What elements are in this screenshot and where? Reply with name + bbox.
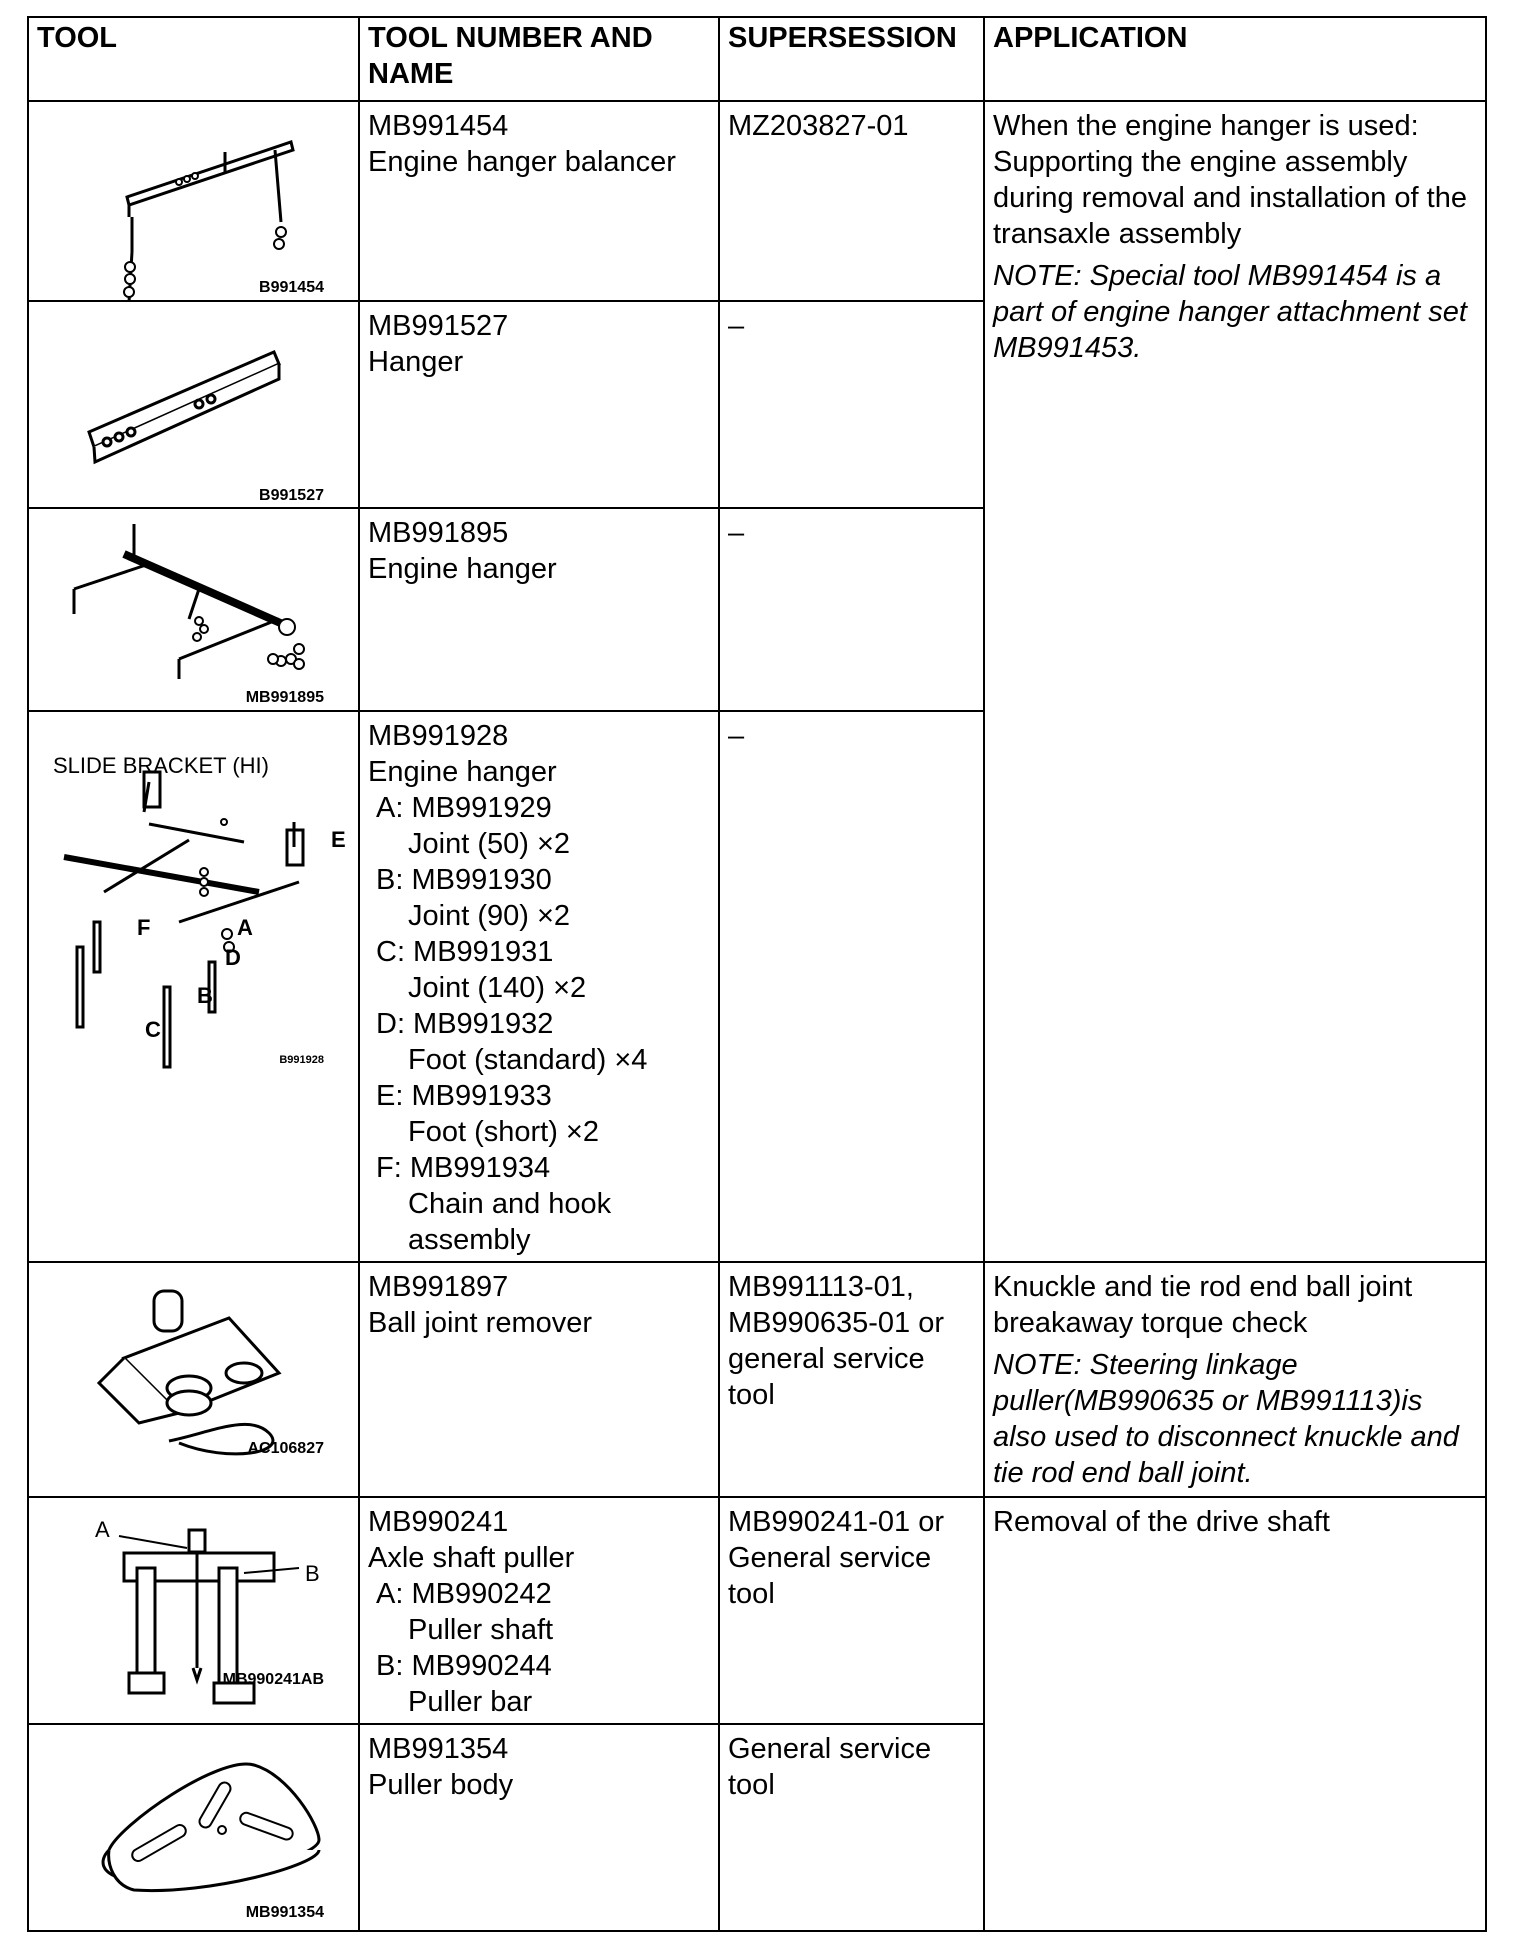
tool-number-name-cell [359,1497,719,1724]
table-row [28,101,1486,301]
table-row [28,1497,1486,1724]
callout-b-label: B [197,983,213,1008]
part-code: A: MB991929 [376,792,552,824]
application-text: When the engine hanger is used: Supporting the engine assembly during removal and installation of the transaxle assembly [993,110,1467,250]
tool-image-cell [28,711,359,1262]
tool-image-cell [28,1497,359,1724]
part-code: B: MB991930 [376,864,552,896]
part-desc: Joint (90) ×2 [408,900,571,932]
tool-image-cell [28,508,359,711]
application-cell [984,1497,1486,1931]
image-code-label: B991454 [259,279,324,296]
part-desc: Chain and hook assembly [408,1188,612,1256]
part-desc: Joint (50) ×2 [408,828,571,860]
part-desc: Puller shaft [408,1614,554,1646]
tool-name: Axle shaft puller [368,1542,575,1574]
tool-number: MB991897 [368,1271,509,1303]
slide-bracket-label: SLIDE BRACKET (HI) [53,753,269,778]
tool-number-name-cell [359,1262,719,1497]
application-text: Knuckle and tie rod end ball joint breakaway torque check [993,1271,1413,1339]
table-row [28,1262,1486,1497]
part-desc: Foot (short) ×2 [408,1116,599,1148]
image-code-label: MB991354 [245,1904,324,1921]
supersession-cell: General service tool [719,1724,984,1931]
tool-image-cell [28,301,359,508]
application-cell [984,1262,1486,1497]
callout-e-label: E [331,827,346,852]
header-tool-number-name: TOOL NUMBER AND NAME [359,17,719,101]
tool-number-name-cell [359,1724,719,1931]
image-code-label: MB990241AB [222,1671,324,1688]
supersession-cell: MZ203827-01 [719,101,984,301]
tool-number: MB991354 [368,1733,509,1765]
tool-name: Engine hanger balancer [368,146,676,178]
header-tool: TOOL [28,17,359,101]
callout-a-label: A [95,1517,110,1542]
supersession-cell: – [719,301,984,508]
tool-image-cell [28,1724,359,1931]
tool-number: MB991928 [368,720,509,752]
application-note: NOTE: Steering linkage puller(MB990635 or MB991113)is also used to disconnect knuckle and tie rod end ball joint. [993,1349,1459,1489]
part-code: F: MB991934 [376,1152,551,1184]
tool-number-name-cell [359,711,719,1262]
tool-name: Hanger [368,346,464,378]
callout-d-label: D [225,945,241,970]
supersession-cell: – [719,508,984,711]
header-supersession: SUPERSESSION [719,17,984,101]
tool-number-name-cell [359,101,719,301]
callout-a-label: A [237,915,253,940]
part-code: C: MB991931 [376,936,554,968]
special-tools-table [27,16,1487,1932]
application-note: NOTE: Special tool MB991454 is a part of engine hanger attachment set MB991453. [993,260,1467,364]
image-code-label: MB991895 [245,689,324,706]
part-code: A: MB990242 [376,1578,552,1610]
tool-number: MB991895 [368,517,509,549]
tool-name: Puller body [368,1769,514,1801]
part-code: B: MB990244 [376,1650,552,1682]
supersession-cell: – [719,711,984,1262]
part-desc: Puller bar [408,1686,533,1718]
tool-number: MB991454 [368,110,509,142]
supersession-cell: MB991113-01, MB990635-01 or general service tool [719,1262,984,1497]
part-desc: Joint (140) ×2 [408,972,587,1004]
tool-number: MB991527 [368,310,509,342]
header-row [28,17,1486,101]
header-application: APPLICATION [984,17,1486,101]
engine-hanger-kit-illustration [29,712,359,1262]
callout-c-label: C [145,1017,161,1042]
supersession-cell: MB990241-01 or General service tool [719,1497,984,1724]
part-code: D: MB991932 [376,1008,554,1040]
part-code: E: MB991933 [376,1080,552,1112]
image-code-label: AC106827 [247,1440,324,1457]
application-text: Removal of the drive shaft [993,1506,1330,1538]
tool-name: Ball joint remover [368,1307,593,1339]
tool-number: MB990241 [368,1506,509,1538]
part-desc: Foot (standard) ×4 [408,1044,648,1076]
image-code-label: B991928 [279,1054,324,1066]
tool-number-name-cell [359,301,719,508]
callout-b-label: B [305,1561,320,1586]
tool-image-cell [28,101,359,301]
tool-name: Engine hanger [368,756,557,788]
tool-number-name-cell [359,508,719,711]
tool-name: Engine hanger [368,553,557,585]
tool-image-cell [28,1262,359,1497]
callout-f-label: F [137,915,151,940]
application-cell [984,101,1486,1262]
image-code-label: B991527 [259,487,324,504]
